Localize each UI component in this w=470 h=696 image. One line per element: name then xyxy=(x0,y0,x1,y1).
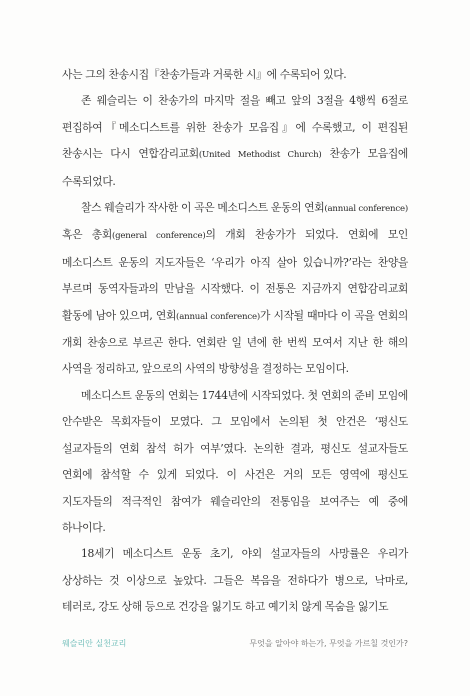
paragraph-1 xyxy=(62,62,408,88)
text-segment: 의 개회 찬송가가 되었다. 연회에 모인 메소디스트 운동의 지도자들은 ‘우리가 아직 살아 있습니까?’라는 찬양을 부르며 동역자들과의 만남을 시작했다. 이 전통은 지금까지 연합감리교회 활동에 남아 있으며, 연회 xyxy=(62,228,408,322)
body-text xyxy=(62,62,408,621)
english-term: (United Methodist Church) xyxy=(198,150,322,161)
book-title: 웨슬리안 실천교리 xyxy=(62,639,127,648)
text-segment: 18세기 메소디스트 운동 초기, 야외 설교자들의 사망률은 우리가 상상하는 것 이상으로 높았다. 그들은 복음을 전하다가 병으로, 낙마로, 테러로, 강도 상해 등으로 건강을 잃기도 하고 예기치 않게 목숨을 잃기도 xyxy=(62,547,408,614)
paragraph-5 xyxy=(62,541,408,620)
paragraph-2 xyxy=(62,88,408,195)
text-segment: 찬송가 모음집에 수록되었다. xyxy=(62,147,408,188)
english-term: (general conference) xyxy=(111,231,206,242)
text-segment: 메소디스트 운동의 연회는 1744년에 시작되었다. 첫 연회의 준비 모임에 안수받은 목회자들이 모였다. 그 모임에서 논의된 첫 안건은 ‘평신도 설교자들의 연회 참석 허가 여부’였다. 논의한 결과, 평신도 설교자들도 연회에 참석할 수 있게 되었다. 이 사건은 거의 모든 영역에 평신도 지도자들의 적극적인 참여가 웨슬리안의 전통임을 보여주는 예 중에 하나이다. xyxy=(62,388,408,534)
text-segment: 사는 그의 찬송시집『찬송가들과 거룩한 시』에 수록되어 있다. xyxy=(62,68,347,81)
text-segment: 혹은 총회 xyxy=(62,228,112,242)
text-segment: 가 시작될 때마다 이 곡을 연회의 개회 찬송으로 부르곤 한다. 연회란 일 년에 한 번씩 모여서 지난 한 해의 사역을 정리하고, 앞으로의 사역의 방향성을 결정하는 모임이다. xyxy=(62,308,408,376)
paragraph-3 xyxy=(62,195,408,383)
paragraph-4 xyxy=(62,383,408,541)
english-term: (annual conference) xyxy=(176,311,261,322)
chapter-title: 무엇을 알아야 하는가, 무엇을 가르칠 것인가? xyxy=(249,639,408,648)
english-term: (annual conference) xyxy=(324,204,408,215)
text-segment: 존 웨슬리는 이 찬송가의 마지막 절을 빼고 앞의 3절을 4행씩 6절로 편집하여『메소디스트를 위한 찬송가 모음집』에 수록했고, 이 편집된 찬송시는 다시 연합감리교회 xyxy=(62,94,408,161)
text-segment: 찰스 웨슬리가 작사한 이 곡은 메소디스트 운동의 연회 xyxy=(81,201,325,215)
